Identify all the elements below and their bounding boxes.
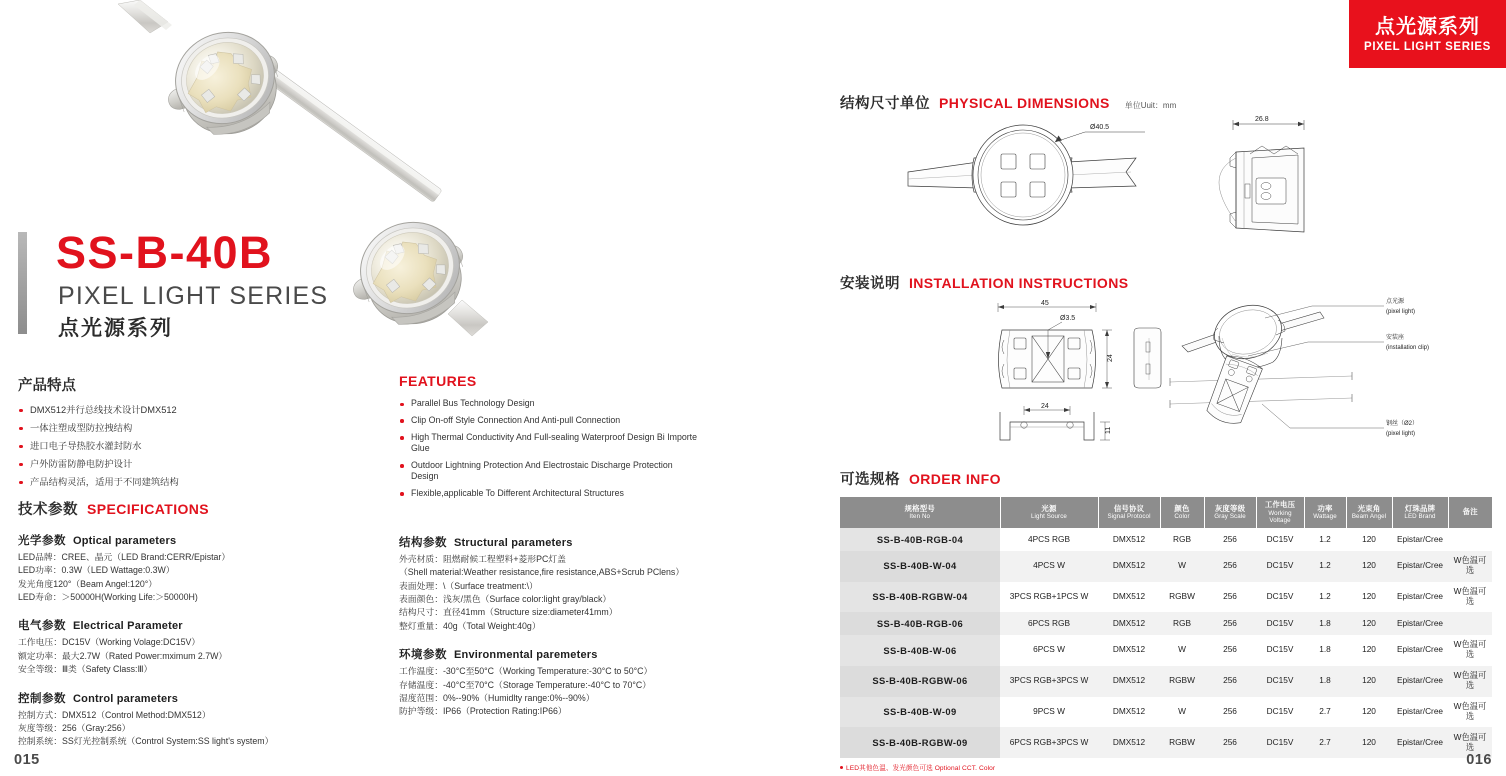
table-row [840, 635, 1492, 666]
column-header-cn: 功率 [1317, 503, 1333, 513]
spec-group-title-en: Environmental paremeters [454, 649, 598, 662]
callout-label-en: (pixel light) [1386, 309, 1416, 315]
spec-line: （Shell material:Weather resistance,fire resistance,ABS+Scrub PClens） [399, 567, 685, 578]
column-header-signal-protocol [1098, 497, 1160, 528]
cell-led-brand: Epistar/Cree [1392, 666, 1448, 697]
callout-label-cn: 安装座 [1386, 335, 1405, 341]
spec-line: LED寿命：＞50000H(Working Life:＞50000H) [18, 592, 198, 603]
cell-color: RGBW [1160, 727, 1204, 758]
column-header-en: Iten No [909, 513, 931, 521]
spec-group-optical [18, 532, 388, 604]
page-title: SS-B-40B [56, 227, 274, 278]
series-badge [1349, 0, 1506, 68]
list-item: 户外防雷防静电防护设计 [18, 458, 388, 471]
column-header-en: Wattage [1313, 513, 1337, 521]
cell-remark [1448, 612, 1492, 634]
features-heading: FEATURES [399, 373, 477, 389]
spec-line: 安全等级：Ⅲ类（Safety Class:Ⅲ） [18, 664, 153, 675]
list-item: Parallel Bus Technology Design [399, 398, 699, 409]
product-title-block [18, 227, 378, 342]
column-header-cn: 灰度等级 [1214, 503, 1246, 513]
spec-line: 存储温度：-40°C至70°C（Storage Temperature:-40°C to 70°C） [399, 679, 652, 690]
order-info-note-text: LED其他色温、发光颜色可选 Optional CCT. Color [846, 765, 996, 772]
spec-line: 表面处理：\（Surface treatment:\） [399, 580, 538, 591]
bullet-dot-icon [840, 766, 843, 769]
column-header-working-voltage [1256, 497, 1304, 528]
spec-line: 工作电压：DC15V（Working Volage:DC15V） [18, 637, 201, 648]
column-header-en: Working Voltage [1268, 509, 1292, 525]
cell-color: W [1160, 635, 1204, 666]
cell-led-brand: Epistar/Cree [1392, 697, 1448, 728]
column-header-led-brand [1392, 497, 1448, 528]
cell-remark: W色温可选 [1448, 551, 1492, 582]
cell-wattage: 1.2 [1304, 528, 1346, 550]
cell-led-brand: Epistar/Cree [1392, 528, 1448, 550]
dimension-height: 24 [1107, 354, 1114, 362]
order-info-table [840, 497, 1492, 758]
spec-line: 结构尺寸：直径41mm（Structure size:diameter41mm） [399, 607, 618, 618]
installation-heading-en: INSTALLATION INSTRUCTIONS [909, 275, 1129, 291]
cell-light-source: 4PCS RGB [1000, 528, 1098, 550]
spec-group-title-cn: 结构参数 [399, 537, 447, 549]
column-header-light-source [1000, 497, 1098, 528]
cell-gray-scale: 256 [1204, 697, 1256, 728]
column-header-wattage [1304, 497, 1346, 528]
series-label-en: PIXEL LIGHT SERIES [58, 282, 329, 310]
specifications-right [399, 524, 729, 719]
physical-dimensions-drawing [900, 110, 1400, 245]
cell-voltage: DC15V [1256, 551, 1304, 582]
cell-color: RGB [1160, 528, 1204, 550]
list-item: 产品结构灵活，适用于不同建筑结构 [18, 476, 388, 489]
cell-model: SS-B-40B-RGB-06 [840, 612, 1000, 634]
table-row [840, 551, 1492, 582]
column-header-beam-angel [1346, 497, 1392, 528]
spec-line: 发光角度120°（Beam Angel:120°） [18, 578, 158, 589]
column-header-en: Light Source [1031, 513, 1067, 521]
series-label-cn: 点光源系列 [58, 317, 173, 340]
dimension-width: 45 [1041, 300, 1049, 307]
column-header-remark [1448, 497, 1492, 528]
product-features-list [18, 404, 388, 489]
cell-light-source: 6PCS RGB+3PCS W [1000, 727, 1098, 758]
cell-remark [1448, 528, 1492, 550]
cell-color: W [1160, 551, 1204, 582]
physical-dimensions-heading-en: PHYSICAL DIMENSIONS [939, 95, 1110, 111]
features-list [399, 398, 699, 499]
dimension-diameter: Ø40.5 [1090, 124, 1110, 131]
dimension-hole: Ø3.5 [1060, 315, 1076, 322]
spec-group-control [18, 690, 388, 749]
installation-heading-cn: 安装说明 [840, 276, 900, 292]
unit-note: 单位Uuit：mm [1124, 101, 1177, 110]
product-features-cn [18, 374, 388, 494]
specifications-left [18, 498, 388, 749]
cell-led-brand: Epistar/Cree [1392, 635, 1448, 666]
cell-color: W [1160, 697, 1204, 728]
spec-line: 工作温度：-30°C至50°C（Working Temperature:-30°C to 50°C） [399, 666, 653, 677]
cell-wattage: 2.7 [1304, 727, 1346, 758]
callout-label-cn: 钢丝（Ø2） [1386, 421, 1419, 427]
spec-line: LED功率：0.3W（LED Wattage:0.3W） [18, 565, 175, 576]
cell-remark: W色温可选 [1448, 635, 1492, 666]
cell-signal-protocol: DMX512 [1098, 528, 1160, 550]
cell-color: RGBW [1160, 582, 1204, 613]
specifications-heading [18, 498, 388, 519]
column-header-cn: 规格型号 [904, 503, 935, 513]
cell-gray-scale: 256 [1204, 582, 1256, 613]
cell-gray-scale: 256 [1204, 612, 1256, 634]
cell-light-source: 6PCS W [1000, 635, 1098, 666]
column-header-cn: 颜色 [1174, 503, 1190, 513]
cell-model: SS-B-40B-RGBW-06 [840, 666, 1000, 697]
cell-signal-protocol: DMX512 [1098, 697, 1160, 728]
spec-group-title-cn: 控制参数 [18, 692, 66, 705]
table-row [840, 666, 1492, 697]
spec-line: 防护等级：IP66（Protection Rating:IP66） [399, 706, 567, 717]
cell-voltage: DC15V [1256, 697, 1304, 728]
cell-wattage: 1.8 [1304, 666, 1346, 697]
order-info-heading-en: ORDER INFO [909, 471, 1001, 487]
cell-wattage: 1.2 [1304, 551, 1346, 582]
cell-remark: W色温可选 [1448, 582, 1492, 613]
dimension-base-width: 24 [1041, 403, 1049, 410]
column-header-cn: 灯珠品牌 [1404, 503, 1436, 513]
cell-led-brand: Epistar/Cree [1392, 582, 1448, 613]
column-header-en: LED Brand [1404, 513, 1436, 521]
table-row [840, 612, 1492, 634]
cell-gray-scale: 256 [1204, 551, 1256, 582]
dimension-thickness: 26.8 [1255, 116, 1269, 123]
column-header-en: Signal Protocol [1107, 513, 1151, 521]
spec-line: 灰度等级：256（Gray:256） [18, 722, 131, 733]
cell-voltage: DC15V [1256, 727, 1304, 758]
spec-group-title-cn: 光学参数 [18, 535, 66, 547]
table-header-row [840, 497, 1492, 528]
series-badge-cn: 点光源系列 [1375, 15, 1480, 38]
product-features-heading: 产品特点 [18, 378, 76, 394]
spec-line: 控制系统：SS灯光控制系统（Control System:SS light's system） [18, 736, 274, 747]
page-number-left: 015 [14, 752, 40, 768]
order-info-note [840, 762, 995, 772]
callout-label-cn: 点光源 [1386, 299, 1405, 305]
spec-group-title-en: Electrical Parameter [73, 620, 183, 633]
specifications-heading-en: SPECIFICATIONS [87, 501, 210, 517]
list-item: Flexible,applicable To Different Architectural Structures [399, 488, 699, 499]
cell-model: SS-B-40B-RGB-04 [840, 528, 1000, 550]
specifications-heading-cn: 技术参数 [18, 502, 78, 518]
cell-signal-protocol: DMX512 [1098, 635, 1160, 666]
table-row [840, 727, 1492, 758]
spec-group-title-en: Control parameters [73, 692, 179, 705]
cell-model: SS-B-40B-W-06 [840, 635, 1000, 666]
column-header-en: Beam Angel [1351, 513, 1387, 521]
callout-label-en: (pixel light) [1386, 431, 1416, 437]
spec-group-title-cn: 环境参数 [399, 649, 447, 662]
page-number-right: 016 [1466, 752, 1492, 768]
cell-light-source: 3PCS RGB+3PCS W [1000, 666, 1098, 697]
cell-signal-protocol: DMX512 [1098, 612, 1160, 634]
cell-gray-scale: 256 [1204, 666, 1256, 697]
cell-light-source: 4PCS W [1000, 551, 1098, 582]
spec-line: 整灯重量：40g（Total Weight:40g） [399, 620, 541, 631]
cell-voltage: DC15V [1256, 635, 1304, 666]
table-row [840, 528, 1492, 550]
spec-group-title-cn: 电气参数 [18, 620, 66, 633]
cell-led-brand: Epistar/Cree [1392, 551, 1448, 582]
spec-line: 控制方式：DMX512（Control Method:DMX512） [18, 709, 211, 720]
spec-line: 表面颜色：浅灰/黑色（Surface color:light gray/black） [399, 594, 612, 605]
cell-remark: W色温可选 [1448, 697, 1492, 728]
series-badge-en: PIXEL LIGHT SERIES [1364, 40, 1491, 53]
spec-group-electrical [18, 617, 388, 676]
spec-line: 外壳材质：阻燃耐候工程塑料+菱形PC灯盖 [399, 554, 566, 564]
spec-group-title-en: Structural parameters [454, 537, 573, 549]
cell-light-source: 9PCS W [1000, 697, 1098, 728]
order-info-heading-cn: 可选规格 [840, 472, 900, 488]
cell-beam-angel: 120 [1346, 697, 1392, 728]
cell-remark: W色温可选 [1448, 727, 1492, 758]
spec-group-environmental [399, 646, 729, 718]
cell-voltage: DC15V [1256, 528, 1304, 550]
cell-wattage: 1.8 [1304, 612, 1346, 634]
column-header-gray-scale [1204, 497, 1256, 528]
cell-wattage: 1.8 [1304, 635, 1346, 666]
column-header-cn: 工作电压 [1264, 500, 1296, 509]
list-item: Outdoor Lightning Protection And Electrostaic Discharge Protection Design [399, 460, 699, 483]
column-header-en: Color [1174, 513, 1190, 521]
cell-voltage: DC15V [1256, 612, 1304, 634]
physical-dimensions-heading-cn: 结构尺寸单位 [840, 96, 930, 112]
cell-beam-angel: 120 [1346, 635, 1392, 666]
cell-light-source: 6PCS RGB [1000, 612, 1098, 634]
cell-beam-angel: 120 [1346, 666, 1392, 697]
list-item: 一体注塑成型防拉拽结构 [18, 422, 388, 435]
spec-group-title-en: Optical parameters [73, 535, 177, 547]
list-item: Clip On-off Style Connection And Anti-pull Connection [399, 415, 699, 426]
column-header-en: Gray Scale [1214, 513, 1246, 521]
cell-signal-protocol: DMX512 [1098, 582, 1160, 613]
cell-signal-protocol: DMX512 [1098, 551, 1160, 582]
cell-light-source: 3PCS RGB+1PCS W [1000, 582, 1098, 613]
column-header-cn: 信号协议 [1113, 503, 1145, 513]
cell-led-brand: Epistar/Cree [1392, 727, 1448, 758]
list-item: High Thermal Conductivity And Full-sealing Waterproof Design Bi Importe Glue [399, 432, 699, 455]
callout-label-en: (installation clip) [1386, 345, 1430, 351]
spec-line: 额定功率：最大2.7W（Rated Power:mximum 2.7W） [18, 650, 228, 661]
column-header-color [1160, 497, 1204, 528]
list-item: 进口电子导热胶水灌封防水 [18, 440, 388, 453]
cell-gray-scale: 256 [1204, 635, 1256, 666]
cell-signal-protocol: DMX512 [1098, 666, 1160, 697]
cell-model: SS-B-40B-W-04 [840, 551, 1000, 582]
list-item: DMX512并行总线技术设计DMX512 [18, 404, 388, 417]
table-row [840, 582, 1492, 613]
installation-drawing [960, 294, 1506, 452]
cell-model: SS-B-40B-RGBW-04 [840, 582, 1000, 613]
cell-beam-angel: 120 [1346, 528, 1392, 550]
column-header-cn: 光束角 [1357, 503, 1381, 513]
cell-beam-angel: 120 [1346, 582, 1392, 613]
table-row [840, 697, 1492, 728]
column-header-cn: 光源 [1041, 503, 1057, 513]
installation-heading [840, 272, 1128, 293]
column-header-cn: 备注 [1462, 507, 1478, 517]
order-info-heading [840, 468, 1001, 489]
cell-model: SS-B-40B-RGBW-09 [840, 727, 1000, 758]
cell-signal-protocol: DMX512 [1098, 727, 1160, 758]
cell-wattage: 2.7 [1304, 697, 1346, 728]
spec-line: 湿度范围：0%--90%（Humidlty range:0%--90%） [399, 692, 595, 703]
cell-model: SS-B-40B-W-09 [840, 697, 1000, 728]
cell-wattage: 1.2 [1304, 582, 1346, 613]
cell-remark: W色温可选 [1448, 666, 1492, 697]
cell-voltage: DC15V [1256, 582, 1304, 613]
cell-voltage: DC15V [1256, 666, 1304, 697]
cell-led-brand: Epistar/Cree [1392, 612, 1448, 634]
spec-line: LED品牌：CREE、晶元（LED Brand:CERR/Epistar） [18, 552, 231, 562]
spec-group-structural [399, 534, 729, 633]
cell-color: RGB [1160, 612, 1204, 634]
cell-beam-angel: 120 [1346, 551, 1392, 582]
features-en [399, 373, 699, 504]
dimension-base-height: 11 [1105, 426, 1112, 434]
cell-color: RGBW [1160, 666, 1204, 697]
cell-gray-scale: 256 [1204, 528, 1256, 550]
cell-beam-angel: 120 [1346, 612, 1392, 634]
cell-gray-scale: 256 [1204, 727, 1256, 758]
title-accent-bar [18, 232, 27, 334]
cell-beam-angel: 120 [1346, 727, 1392, 758]
column-header-item-no [840, 497, 1000, 528]
